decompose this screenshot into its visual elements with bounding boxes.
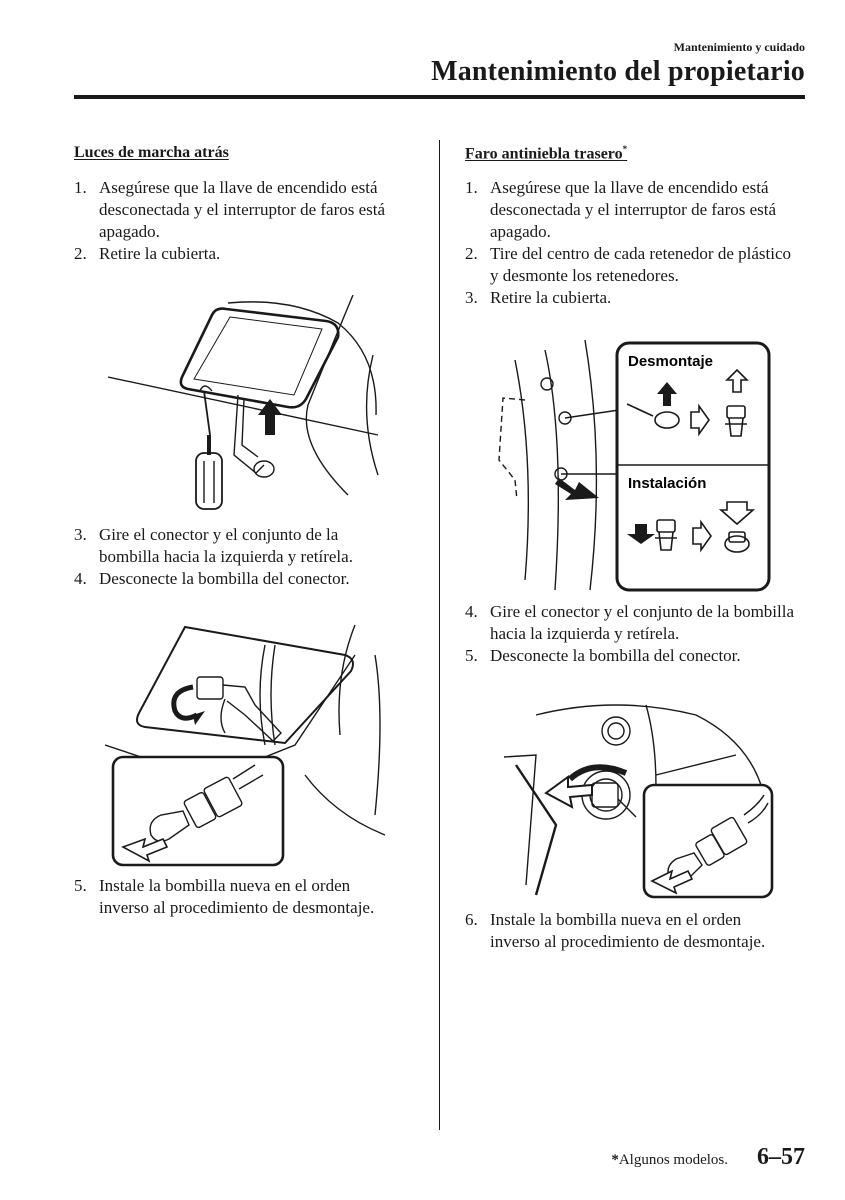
step-item: [465, 909, 795, 953]
step-number: 5.: [74, 876, 87, 895]
column-divider: [439, 140, 440, 1130]
step-list: [465, 177, 795, 309]
step-number: 4.: [74, 569, 87, 588]
step-list: [74, 177, 399, 265]
step-text: Desconecte la bombilla del conector.: [99, 569, 350, 588]
step-list: [465, 909, 795, 953]
step-text: Retire la cubierta.: [99, 244, 221, 263]
page-title: Mantenimiento del propietario: [431, 56, 805, 87]
cover-removal-illustration: [108, 295, 388, 515]
step-item: [74, 568, 399, 590]
step-item: [465, 645, 795, 667]
footnote-mark: *: [611, 1152, 619, 1168]
step-item: [465, 287, 795, 309]
page-number: 6–57: [757, 1144, 805, 1170]
step-number: 6.: [465, 910, 478, 929]
step-item: [74, 177, 399, 243]
step-text: Asegúrese que la llave de encendido está desconectada y el interruptor de faros está apagado.: [99, 178, 386, 241]
step-number: 5.: [465, 646, 478, 665]
step-item: [465, 601, 795, 645]
step-number: 2.: [74, 244, 87, 263]
step-item: [465, 243, 795, 287]
step-list: [465, 601, 795, 667]
step-item: [465, 177, 795, 243]
step-number: 1.: [74, 178, 87, 197]
step-text: Desconecte la bombilla del conector.: [490, 646, 741, 665]
section-title-text: Luces de marcha atrás: [74, 144, 229, 161]
step-list: [74, 524, 399, 590]
step-item: [74, 524, 399, 568]
step-text: Gire el conector y el conjunto de la bombilla hacia la izquierda y retírela.: [99, 525, 353, 566]
section-title-text: Faro antiniebla trasero: [465, 145, 623, 163]
retainer-illustration: [495, 340, 773, 595]
section-title-rear-fog-light: [465, 144, 627, 163]
step-text: Tire del centro de cada retenedor de plástico y desmonte los retenedores.: [490, 244, 791, 285]
step-number: 3.: [74, 525, 87, 544]
step-number: 2.: [465, 244, 478, 263]
step-item: [74, 243, 399, 265]
chapter-title: Mantenimiento y cuidado: [673, 40, 805, 54]
step-item: [74, 875, 399, 919]
step-list: [74, 875, 399, 919]
fog-bulb-illustration: [496, 695, 776, 900]
footnote: [611, 1152, 728, 1169]
step-text: Retire la cubierta.: [490, 288, 612, 307]
header-rule: [74, 95, 805, 99]
step-number: 4.: [465, 602, 478, 621]
step-text: Gire el conector y el conjunto de la bombilla hacia la izquierda y retírela.: [490, 602, 795, 643]
step-text: Instale la bombilla nueva en el orden inverso al procedimiento de desmontaje.: [99, 876, 375, 917]
removal-label: Desmontaje: [628, 353, 714, 370]
section-title-reverse-lights: [74, 144, 229, 162]
reverse-bulb-illustration: [105, 615, 390, 870]
step-number: 1.: [465, 178, 478, 197]
step-number: 3.: [465, 288, 478, 307]
step-text: Asegúrese que la llave de encendido está desconectada y el interruptor de faros está apagado.: [490, 178, 777, 241]
installation-label: Instalación: [628, 475, 707, 492]
footnote-text: Algunos modelos.: [618, 1152, 728, 1168]
step-text: Instale la bombilla nueva en el orden inverso al procedimiento de desmontaje.: [490, 910, 766, 951]
optional-feature-mark: *: [622, 144, 628, 154]
